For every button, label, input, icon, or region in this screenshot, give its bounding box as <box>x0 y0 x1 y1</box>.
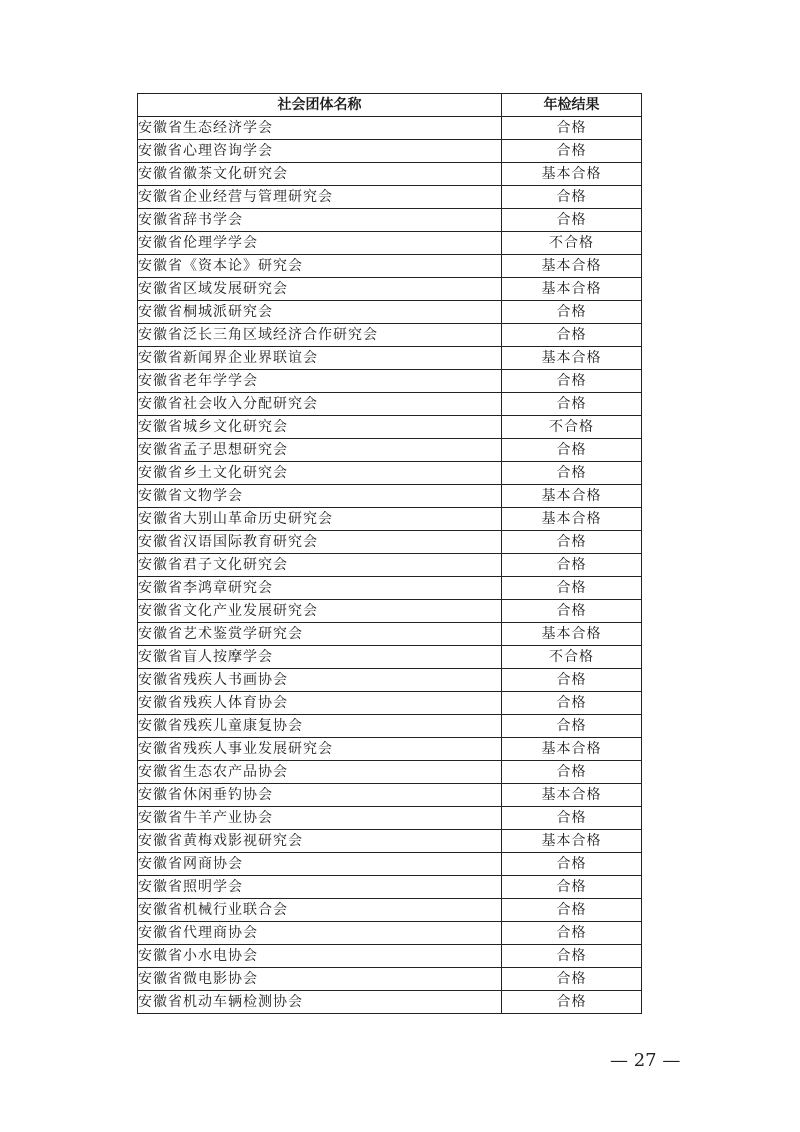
table-row <box>138 577 642 600</box>
column-header-name: 社会团体名称 <box>138 94 502 117</box>
organization-name-cell: 安徽省休闲垂钓协会 <box>138 784 502 807</box>
organization-name-cell: 安徽省辞书学会 <box>138 209 502 232</box>
organization-name-cell: 安徽省网商协会 <box>138 853 502 876</box>
inspection-result-cell: 合格 <box>502 991 642 1014</box>
inspection-result-cell: 合格 <box>502 140 642 163</box>
organization-name-cell: 安徽省社会收入分配研究会 <box>138 393 502 416</box>
table-row <box>138 508 642 531</box>
inspection-result-cell: 合格 <box>502 186 642 209</box>
page-number: — 27 — <box>610 1050 681 1071</box>
organization-name-cell: 安徽省牛羊产业协会 <box>138 807 502 830</box>
inspection-result-cell: 合格 <box>502 554 642 577</box>
inspection-result-cell: 不合格 <box>502 232 642 255</box>
organization-name-cell: 安徽省照明学会 <box>138 876 502 899</box>
organization-name-cell: 安徽省区域发展研究会 <box>138 278 502 301</box>
organization-name-cell: 安徽省残疾人事业发展研究会 <box>138 738 502 761</box>
inspection-result-cell: 基本合格 <box>502 784 642 807</box>
organization-name-cell: 安徽省机械行业联合会 <box>138 899 502 922</box>
organization-name-cell: 安徽省企业经营与管理研究会 <box>138 186 502 209</box>
table-row <box>138 140 642 163</box>
table-row <box>138 209 642 232</box>
table-row <box>138 163 642 186</box>
inspection-result-cell: 合格 <box>502 462 642 485</box>
organization-name-cell: 安徽省汉语国际教育研究会 <box>138 531 502 554</box>
organization-name-cell: 安徽省微电影协会 <box>138 968 502 991</box>
table-row <box>138 370 642 393</box>
organization-name-cell: 安徽省乡土文化研究会 <box>138 462 502 485</box>
inspection-result-cell: 合格 <box>502 922 642 945</box>
inspection-result-cell: 合格 <box>502 876 642 899</box>
table-row <box>138 968 642 991</box>
table-row <box>138 715 642 738</box>
table-row <box>138 876 642 899</box>
table-row <box>138 232 642 255</box>
organization-name-cell: 安徽省大别山革命历史研究会 <box>138 508 502 531</box>
organization-name-cell: 安徽省艺术鉴赏学研究会 <box>138 623 502 646</box>
organization-name-cell: 安徽省伦理学学会 <box>138 232 502 255</box>
inspection-result-cell: 基本合格 <box>502 255 642 278</box>
organization-name-cell: 安徽省小水电协会 <box>138 945 502 968</box>
inspection-result-cell: 合格 <box>502 117 642 140</box>
inspection-result-cell: 合格 <box>502 577 642 600</box>
organization-name-cell: 安徽省文化产业发展研究会 <box>138 600 502 623</box>
table-row <box>138 899 642 922</box>
organization-name-cell: 安徽省城乡文化研究会 <box>138 416 502 439</box>
table-row <box>138 784 642 807</box>
inspection-result-cell: 基本合格 <box>502 830 642 853</box>
organization-name-cell: 安徽省生态农产品协会 <box>138 761 502 784</box>
inspection-result-cell: 基本合格 <box>502 163 642 186</box>
organization-name-cell: 安徽省李鸿章研究会 <box>138 577 502 600</box>
table-row <box>138 646 642 669</box>
table-row <box>138 692 642 715</box>
table-row <box>138 485 642 508</box>
organization-name-cell: 安徽省泛长三角区域经济合作研究会 <box>138 324 502 347</box>
organization-name-cell: 安徽省生态经济学会 <box>138 117 502 140</box>
table-row <box>138 278 642 301</box>
table-row <box>138 945 642 968</box>
table-row <box>138 600 642 623</box>
table-row <box>138 761 642 784</box>
inspection-result-cell: 合格 <box>502 669 642 692</box>
organization-name-cell: 安徽省孟子思想研究会 <box>138 439 502 462</box>
inspection-result-cell: 合格 <box>502 531 642 554</box>
table-row <box>138 324 642 347</box>
table-row <box>138 853 642 876</box>
inspection-result-cell: 基本合格 <box>502 278 642 301</box>
table-row <box>138 416 642 439</box>
inspection-result-cell: 合格 <box>502 968 642 991</box>
table-row <box>138 347 642 370</box>
organization-name-cell: 安徽省桐城派研究会 <box>138 301 502 324</box>
table-row <box>138 301 642 324</box>
organization-name-cell: 安徽省机动车辆检测协会 <box>138 991 502 1014</box>
table-row <box>138 186 642 209</box>
inspection-result-cell: 基本合格 <box>502 347 642 370</box>
table-row <box>138 393 642 416</box>
inspection-result-cell: 合格 <box>502 945 642 968</box>
organization-name-cell: 安徽省徽茶文化研究会 <box>138 163 502 186</box>
table-row <box>138 462 642 485</box>
inspection-result-cell: 基本合格 <box>502 623 642 646</box>
organization-name-cell: 安徽省老年学学会 <box>138 370 502 393</box>
organization-name-cell: 安徽省残疾儿童康复协会 <box>138 715 502 738</box>
column-header-result: 年检结果 <box>502 94 642 117</box>
inspection-result-cell: 合格 <box>502 209 642 232</box>
table-row <box>138 117 642 140</box>
inspection-result-cell: 合格 <box>502 761 642 784</box>
organization-name-cell: 安徽省《资本论》研究会 <box>138 255 502 278</box>
inspection-result-cell: 合格 <box>502 715 642 738</box>
inspection-result-cell: 基本合格 <box>502 508 642 531</box>
inspection-result-cell: 不合格 <box>502 646 642 669</box>
organization-name-cell: 安徽省残疾人书画协会 <box>138 669 502 692</box>
organization-name-cell: 安徽省代理商协会 <box>138 922 502 945</box>
organization-name-cell: 安徽省黄梅戏影视研究会 <box>138 830 502 853</box>
table-header-row <box>138 94 642 117</box>
inspection-result-cell: 合格 <box>502 301 642 324</box>
table-row <box>138 255 642 278</box>
table-row <box>138 738 642 761</box>
inspection-result-cell: 合格 <box>502 600 642 623</box>
organization-name-cell: 安徽省新闻界企业界联谊会 <box>138 347 502 370</box>
inspection-result-cell: 合格 <box>502 324 642 347</box>
inspection-result-cell: 基本合格 <box>502 738 642 761</box>
organization-name-cell: 安徽省盲人按摩学会 <box>138 646 502 669</box>
table-row <box>138 922 642 945</box>
inspection-result-cell: 合格 <box>502 439 642 462</box>
annual-inspection-table <box>137 93 642 1014</box>
inspection-result-cell: 合格 <box>502 370 642 393</box>
organization-name-cell: 安徽省心理咨询学会 <box>138 140 502 163</box>
inspection-result-cell: 合格 <box>502 853 642 876</box>
inspection-result-cell: 基本合格 <box>502 485 642 508</box>
organization-name-cell: 安徽省文物学会 <box>138 485 502 508</box>
inspection-result-cell: 合格 <box>502 807 642 830</box>
inspection-result-cell: 合格 <box>502 393 642 416</box>
table-row <box>138 623 642 646</box>
table-row <box>138 531 642 554</box>
organization-name-cell: 安徽省残疾人体育协会 <box>138 692 502 715</box>
table-row <box>138 830 642 853</box>
inspection-result-cell: 合格 <box>502 899 642 922</box>
table-row <box>138 807 642 830</box>
organization-name-cell: 安徽省君子文化研究会 <box>138 554 502 577</box>
table-row <box>138 439 642 462</box>
inspection-result-cell: 不合格 <box>502 416 642 439</box>
table-row <box>138 669 642 692</box>
table-row <box>138 554 642 577</box>
inspection-result-cell: 合格 <box>502 692 642 715</box>
table-row <box>138 991 642 1014</box>
table-body <box>138 117 642 1014</box>
